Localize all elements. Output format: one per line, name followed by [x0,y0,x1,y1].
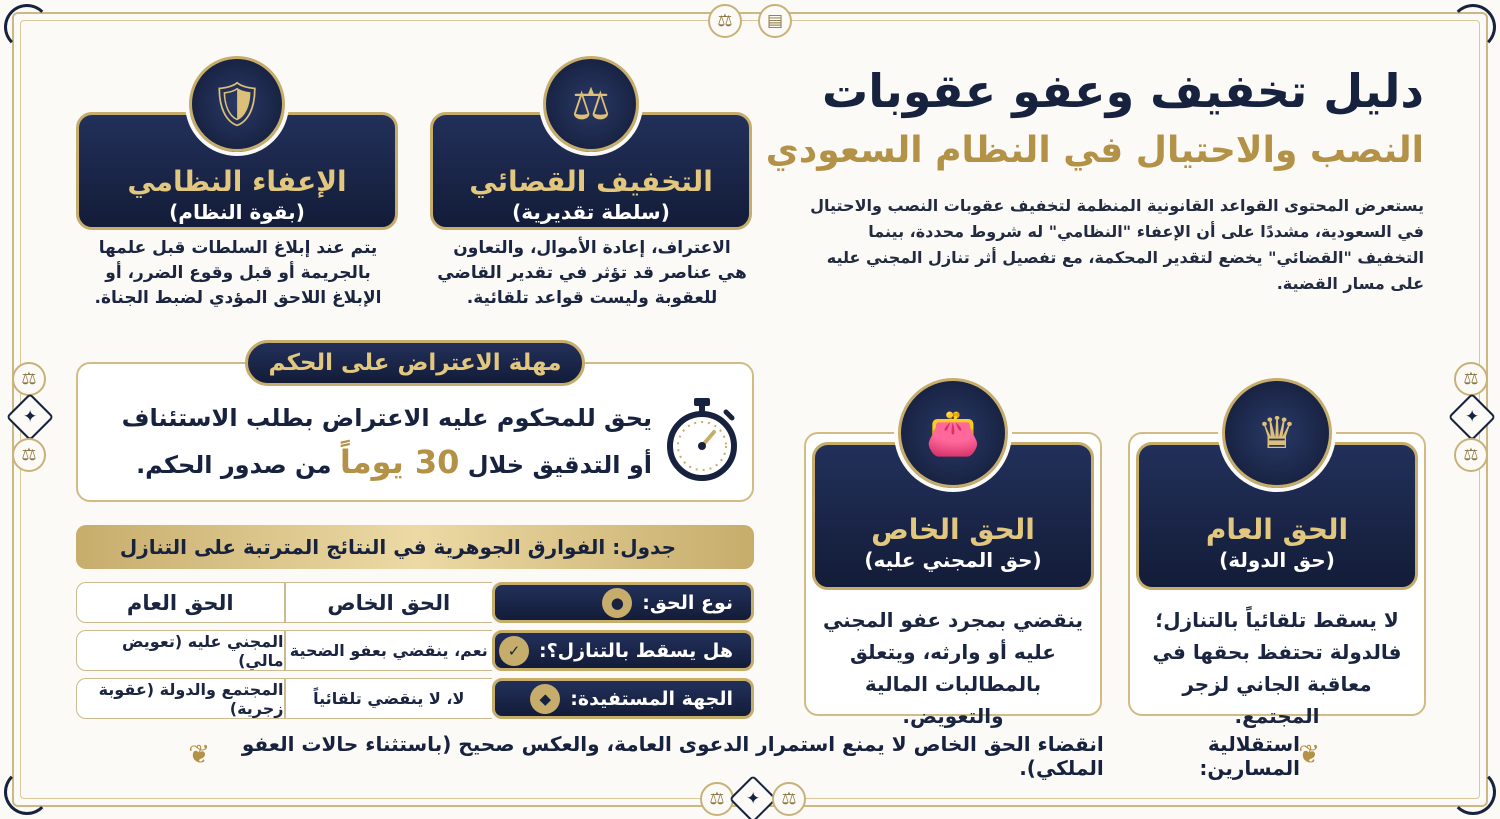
stopwatch-icon [664,396,740,482]
card-title: التخفيف القضائي [469,165,713,198]
card-subtitle: (سلطة تقديرية) [512,200,670,224]
row-label-text: هل يسقط بالتنازل؟: [539,639,733,662]
card-subtitle: (حق الدولة) [1219,548,1335,572]
row-label [492,582,754,623]
statutory-exemption-description: يتم عند إبلاغ السلطات قبل علمها بالجريمة أو قبل وقوع الضرر، أو الإبلاغ اللاحق المؤدي لضبط الجناة. [94,238,382,308]
diamond-ornament-icon: ✦ [1448,393,1496,441]
scales-ornament-icon: ⚖ [772,782,806,816]
row-label [492,630,754,671]
public-right-description: لا يسقط تلقائياً بالتنازل؛ فالدولة تحتفظ بحقها في معاقبة الجاني لزجر المجتمع. [1152,608,1402,728]
table-row [76,630,754,671]
row-label-text: الجهة المستفيدة: [570,687,733,710]
footer-note [200,732,1300,780]
shield-check-icon: ✓ [499,636,529,666]
table-cell-public: المجتمع والدولة (عقوبة زجرية) [76,678,285,719]
flourish-ornament-icon: ❦ [1298,740,1320,770]
flourish-ornament-icon: ❦ [188,740,210,770]
table-cell-private: لا، لا ينقضي تلقائياً [285,678,493,719]
shield-icon: ◆ [530,684,560,714]
private-right-description: ينقضي بمجرد عفو المجني عليه أو وارثه، ويتعلق بالمطالبات المالية والتعويض. [822,608,1084,728]
scales-ornament-icon: ⚖ [12,362,46,396]
corner-ornament-icon [1450,4,1496,50]
scales-ornament-icon: ⚖ [700,782,734,816]
scales-icon: ⚖ [543,56,639,152]
appeal-days: 30 يوماً [339,443,460,481]
corner-ornament-icon [4,4,50,50]
scales-ornament-icon: ⚖ [708,4,742,38]
scales-ornament-icon: ⚖ [1454,362,1488,396]
page-subtitle: النصب والاحتيال في النظام السعودي [765,130,1424,171]
appeal-text-before: يحق للمحكوم عليه الاعتراض بطلب الاستئناف أو التدقيق خلال [121,404,652,479]
table-row [76,678,754,719]
footer-lead: استقلالية المسارين: [1199,732,1300,780]
intro-paragraph: يستعرض المحتوى القواعد القانونية المنظمة لتخفيف عقوبات النصب والاحتيال في السعودية، مشددًا على أن الإعفاء "النظامي" له شروط محددة، بينما التخفيف "القضائي" يخضع لتقدير المحكمة، مع تفصيل أثر تنازل المجني عليه على مسار القضية. [810,196,1424,293]
card-title: الحق العام [1205,513,1349,546]
row-label [492,678,754,719]
table-cell-private: نعم، ينقضي بعفو الضحية [285,630,493,671]
page-title: دليل تخفيف وعفو عقوبات [822,64,1424,118]
card-title: الإعفاء النظامي [127,165,347,198]
book-ornament-icon: ▤ [758,4,792,38]
appeal-deadline-badge: مهلة الاعتراض على الحكم [245,340,585,386]
card-subtitle: (بقوة النظام) [169,200,305,224]
corner-ornament-icon [4,769,50,815]
judicial-mitigation-description: الاعتراف، إعادة الأموال، والتعاون هي عناصر قد تؤثر في تقدير القاضي للعقوبة وليست قواعد تلقائية. [437,238,747,308]
table-cell-public: المجني عليه (تعويض مالي) [76,630,285,671]
diamond-ornament-icon: ✦ [6,393,54,441]
table-row [76,582,754,623]
wallet-icon: 👛 [898,378,1008,488]
diamond-ornament-icon: ✦ [729,775,777,819]
table-cell-private: الحق الخاص [285,582,493,623]
row-label-text: نوع الحق: [642,591,733,614]
appeal-text-after: من صدور الحكم. [136,451,332,479]
shield-icon: 🛡 [189,56,285,152]
corner-ornament-icon [1450,769,1496,815]
card-title: الحق الخاص [871,513,1035,546]
footer-text: انقضاء الحق الخاص لا يمنع استمرار الدعوى العامة، والعكس صحيح (باستثناء حالات العفو الملكي). [241,732,1104,780]
table-caption: جدول: الفوارق الجوهرية في النتائج المترتبة على التنازل [76,525,754,569]
card-subtitle: (حق المجني عليه) [864,548,1042,572]
scales-ornament-icon: ⚖ [1454,438,1488,472]
differences-table [76,582,754,726]
coins-icon: ● [602,588,632,618]
emblem-icon: ♛ [1222,378,1332,488]
table-cell-public: الحق العام [76,582,285,623]
appeal-deadline-text [100,396,652,487]
scales-ornament-icon: ⚖ [12,438,46,472]
